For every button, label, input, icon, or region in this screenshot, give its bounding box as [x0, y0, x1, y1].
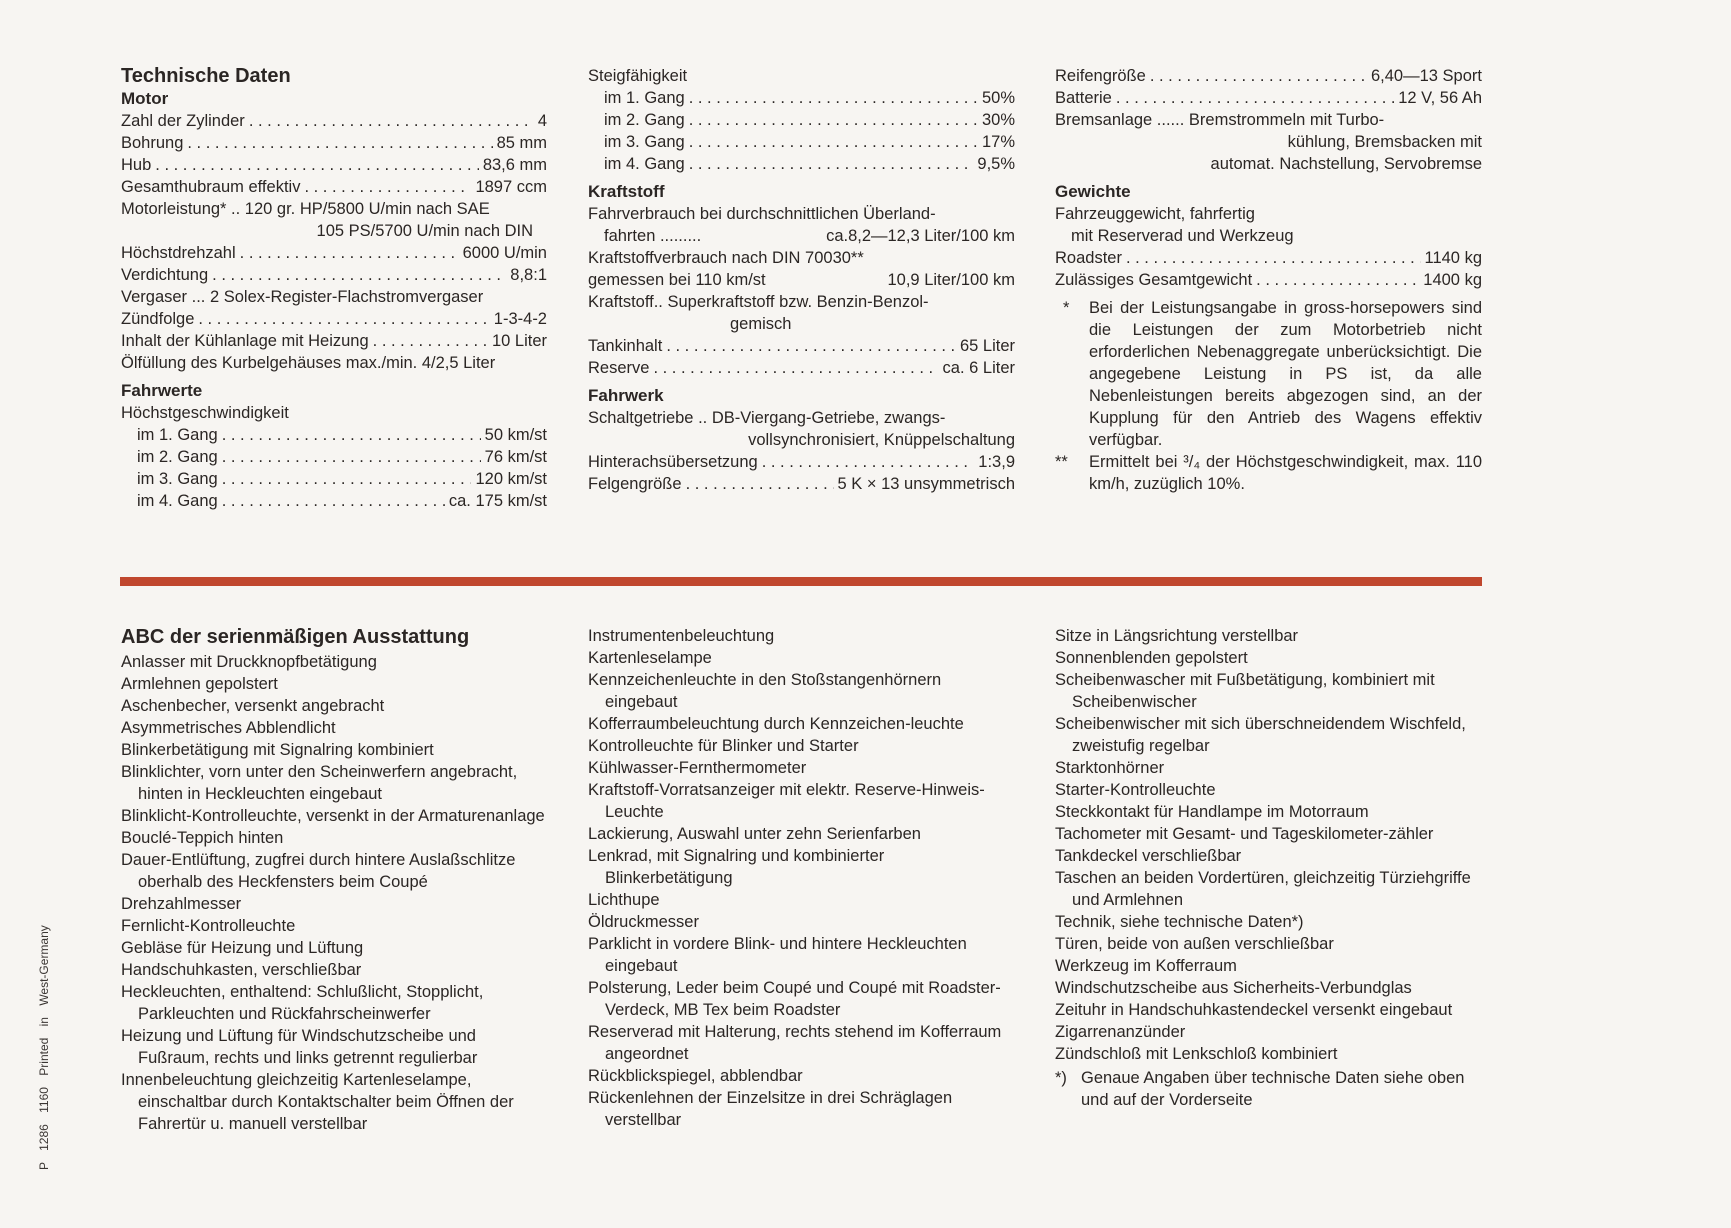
equipment-item: Anlasser mit Druckknopfbetätigung: [121, 653, 377, 671]
gear-speed-list: [121, 424, 547, 512]
motor-spec-value: 4: [537, 112, 547, 130]
leader-dots: [240, 242, 459, 264]
motor-spec-key: Verdichtung: [121, 266, 209, 284]
equipment-item: Aschenbecher, versenkt angebracht: [121, 697, 385, 715]
brems-line-3: automat. Nachstellung, Servobremse: [1210, 155, 1482, 173]
leader-dots: [1126, 247, 1421, 269]
tech-column-2: [588, 65, 1015, 495]
motor-spec-row: [121, 154, 547, 176]
motor-spec-row: [121, 132, 547, 154]
equipment-item: Rückblickspiegel, abblendbar: [588, 1067, 803, 1085]
equipment-item: Kraftstoff-Vorratsanzeiger mit elektr. Reserve-Hinweis-Leuchte: [588, 781, 985, 821]
footnote-1-mark: *: [1063, 299, 1070, 317]
motor-list: [121, 110, 547, 198]
gear-speed-value: 120 km/st: [475, 470, 547, 488]
equipment-item: Sonnenblenden gepolstert: [1055, 649, 1248, 667]
motor-spec-value: 85 mm: [496, 134, 547, 152]
equipment-item: Rückenlehnen der Einzelsitze in drei Schräglagen verstellbar: [588, 1089, 953, 1129]
vergaser-line: Vergaser ... 2 Solex-Register-Flachstromvergaser: [121, 288, 484, 306]
equipment-item: Öldruckmesser: [588, 913, 699, 931]
motor-heading: Motor: [121, 89, 169, 108]
leader-dots: [212, 264, 506, 286]
steig-key: im 1. Gang: [604, 89, 685, 107]
leader-dots: [666, 335, 956, 357]
spec-key: Reifengröße: [1055, 67, 1146, 85]
gear-speed-key: im 1. Gang: [137, 426, 218, 444]
steig-value: 30%: [981, 111, 1015, 129]
motor-spec-key: Inhalt der Kühlanlage mit Heizung: [121, 332, 369, 350]
gemessen-key: gemessen bei 110 km/st: [588, 271, 766, 289]
motor-spec-key: Hub: [121, 156, 152, 174]
leader-dots: [222, 490, 445, 512]
steig-row: [604, 109, 1015, 131]
verbrauch-line-2: [588, 225, 1015, 247]
equipment-item: Starktonhörner: [1055, 759, 1165, 777]
steig-key: im 2. Gang: [604, 111, 685, 129]
spec-key: Batterie: [1055, 89, 1112, 107]
spec-row: [1055, 65, 1482, 87]
leader-dots: [222, 468, 472, 490]
steig-value: 50%: [981, 89, 1015, 107]
tech-column-3: [1055, 65, 1482, 495]
equipment-item: Blinklichter, vorn unter den Scheinwerfern angebracht, hinten in Heckleuchten eingebaut: [121, 763, 518, 803]
steig-row: [604, 131, 1015, 153]
steig-label: Steigfähigkeit: [588, 67, 688, 85]
equipment-item: Tachometer mit Gesamt- und Tageskilometer-zähler: [1055, 825, 1434, 843]
equipment-item: Steckkontakt für Handlampe im Motorraum: [1055, 803, 1369, 821]
equipment-item: Kühlwasser-Fernthermometer: [588, 759, 807, 777]
verbrauch-key: fahrten .........: [604, 227, 702, 245]
spec-value: 12 V, 56 Ah: [1398, 89, 1482, 107]
motor-spec-row: [121, 264, 547, 286]
leader-dots: [373, 330, 488, 352]
equipment-item: Zigarrenanzünder: [1055, 1023, 1186, 1041]
motor-spec-key: Gesamthubraum effektiv: [121, 178, 301, 196]
leader-dots: [689, 109, 978, 131]
motor-spec-value: 1-3-4-2: [493, 310, 547, 328]
tech-title: Technische Daten: [121, 65, 291, 87]
gewicht-key: Zulässiges Gesamtgewicht: [1055, 271, 1253, 289]
leader-dots: [249, 110, 534, 132]
equipment-item: Türen, beide von außen verschließbar: [1055, 935, 1334, 953]
brems-line-2: kühlung, Bremsbacken mit: [1287, 133, 1482, 151]
gear-speed-row: [137, 446, 547, 468]
abc-footnote-mark: *): [1055, 1069, 1067, 1087]
gear-speed-value: 76 km/st: [484, 448, 547, 466]
gewichte-heading: Gewichte: [1055, 182, 1131, 201]
fahrwerk-list: [588, 451, 1015, 495]
equipment-item: Sitze in Längsrichtung verstellbar: [1055, 627, 1299, 645]
equipment-item: Tankdeckel verschließbar: [1055, 847, 1242, 865]
spec-value: 6,40—13 Sport: [1371, 67, 1482, 85]
equipment-item: Kennzeichenleuchte in den Stoßstangenhörnern eingebaut: [588, 671, 942, 711]
leader-dots: [1116, 87, 1394, 109]
kraftstoff-line-1: Kraftstoff.. Superkraftstoff bzw. Benzin-Benzol-: [588, 293, 929, 311]
fahrwerk-value: 5 K × 13 unsymmetrisch: [837, 475, 1015, 493]
gewicht-row: [1055, 247, 1482, 269]
equipment-item: Kofferraumbeleuchtung durch Kennzeichen-leuchte: [588, 715, 964, 733]
fahrwerte-heading: Fahrwerte: [121, 381, 203, 400]
gear-speed-value: 50 km/st: [484, 426, 547, 444]
equipment-item: Starter-Kontrolleuchte: [1055, 781, 1216, 799]
kraftstoff-line-2: gemisch: [730, 315, 792, 333]
equipment-item: Drehzahlmesser: [121, 895, 242, 913]
brems-line-1: Bremsanlage ...... Bremstrommeln mit Turbo-: [1055, 111, 1385, 129]
gewicht-row: [1055, 269, 1482, 291]
leader-dots: [1150, 65, 1367, 87]
gear-speed-row: [137, 424, 547, 446]
leader-dots: [689, 131, 978, 153]
equipment-item: Instrumentenbeleuchtung: [588, 627, 775, 645]
equipment-item: Zeituhr in Handschuhkastendeckel versenkt eingebaut: [1055, 1001, 1453, 1019]
motor-spec-value: 6000 U/min: [462, 244, 547, 262]
abc-list-1: [121, 651, 551, 1135]
motor-spec-value: 10 Liter: [491, 332, 547, 350]
tank-row: [588, 335, 1015, 357]
motor-list-2: [121, 242, 547, 286]
abc-column-1: [121, 625, 551, 1135]
steig-value: 17%: [981, 133, 1015, 151]
fahrwerk-row: [588, 451, 1015, 473]
abc-title: ABC der serienmäßigen Ausstattung: [121, 626, 470, 648]
leader-dots: [155, 154, 479, 176]
spec-row: [1055, 87, 1482, 109]
equipment-item: Armlehnen gepolstert: [121, 675, 278, 693]
gear-speed-key: im 3. Gang: [137, 470, 218, 488]
steig-list: [588, 87, 1015, 175]
equipment-item: Dauer-Entlüftung, zugfrei durch hintere Auslaßschlitze oberhalb des Heckfensters beim Coupé: [121, 851, 516, 891]
equipment-item: Fernlicht-Kontrolleuchte: [121, 917, 296, 935]
equipment-item: Blinklicht-Kontrolleuchte, versenkt in der Armaturenanlage: [121, 807, 545, 825]
equipment-item: Windschutzscheibe aus Sicherheits-Verbundglas: [1055, 979, 1412, 997]
tank-key: Reserve: [588, 359, 650, 377]
equipment-item: Werkzeug im Kofferraum: [1055, 957, 1237, 975]
leader-dots: [686, 473, 834, 495]
steig-key: im 3. Gang: [604, 133, 685, 151]
equipment-item: Kontrolleuchte für Blinker und Starter: [588, 737, 859, 755]
equipment-item: Blinkerbetätigung mit Signalring kombiniert: [121, 741, 434, 759]
fahrwerk-key: Hinterachsübersetzung: [588, 453, 758, 471]
equipment-item: Bouclé-Teppich hinten: [121, 829, 284, 847]
gewicht-line-1: Fahrzeuggewicht, fahrfertig: [1055, 205, 1255, 223]
motor-spec-row: [121, 110, 547, 132]
tank-value: 65 Liter: [959, 337, 1015, 355]
gear-speed-value: ca. 175 km/st: [448, 492, 547, 510]
leader-dots: [222, 424, 481, 446]
gear-speed-row: [137, 468, 547, 490]
leistung-line-2: 105 PS/5700 U/min nach DIN: [316, 222, 533, 240]
motor-spec-row: [121, 308, 547, 330]
steig-row: [604, 87, 1015, 109]
footnote-2-text: Ermittelt bei ³/₄ der Höchstgeschwindigkeit, max. 110 km/h, zuzüglich 10%.: [1089, 453, 1482, 493]
motor-spec-key: Bohrung: [121, 134, 184, 152]
kraftstoff-heading: Kraftstoff: [588, 182, 665, 201]
reifen-batterie-list: [1055, 65, 1482, 109]
oelfuellung-line: Ölfüllung des Kurbelgehäuses max./min. 4/2,5 Liter: [121, 354, 496, 372]
steig-key: im 4. Gang: [604, 155, 685, 173]
gewicht-key: Roadster: [1055, 249, 1122, 267]
leader-dots: [198, 308, 489, 330]
tank-key: Tankinhalt: [588, 337, 663, 355]
equipment-item: Technik, siehe technische Daten*): [1055, 913, 1304, 931]
equipment-item: Scheibenwischer mit sich überschneidendem Wischfeld, zweistufig regelbar: [1055, 715, 1466, 755]
leader-dots: [762, 451, 975, 473]
leader-dots: [304, 176, 471, 198]
equipment-item: Heckleuchten, enthaltend: Schlußlicht, Stopplicht, Parkleuchten und Rückfahrscheinwerfer: [121, 983, 484, 1023]
gewicht-line-2: mit Reserverad und Werkzeug: [1071, 227, 1294, 245]
equipment-item: Lichthupe: [588, 891, 660, 909]
equipment-item: Kartenleselampe: [588, 649, 712, 667]
equipment-item: Zündschloß mit Lenkschloß kombiniert: [1055, 1045, 1338, 1063]
equipment-item: Heizung und Lüftung für Windschutzscheibe und Fußraum, rechts und links getrennt regulierbar: [121, 1027, 478, 1067]
leader-dots: [222, 446, 481, 468]
schalt-line-2: vollsynchronisiert, Knüppelschaltung: [748, 431, 1015, 449]
tank-row: [588, 357, 1015, 379]
motor-spec-row: [121, 242, 547, 264]
equipment-item: Lenkrad, mit Signalring und kombinierter Blinkerbetätigung: [588, 847, 885, 887]
leader-dots: [653, 357, 938, 379]
leader-dots: [187, 132, 492, 154]
motor-spec-row: [121, 176, 547, 198]
footnote-1: [1055, 297, 1482, 451]
gear-speed-row: [137, 490, 547, 512]
gemessen-value: 10,9 Liter/100 km: [887, 271, 1015, 289]
abc-column-2: [588, 625, 1016, 1131]
tech-column-1: [121, 64, 547, 512]
steig-value: 9,5%: [977, 155, 1015, 173]
motor-list-3: [121, 308, 547, 352]
equipment-item: Innenbeleuchtung gleichzeitig Kartenleselampe, einschaltbar durch Kontaktschalter beim Öffnen der Fahrertür u. manuell verstellbar: [121, 1071, 514, 1133]
abc-footnote: [1055, 1067, 1483, 1111]
equipment-item: Gebläse für Heizung und Lüftung: [121, 939, 364, 957]
hoechst-label: Höchstgeschwindigkeit: [121, 404, 289, 422]
gear-speed-key: im 2. Gang: [137, 448, 218, 466]
tank-list: [588, 335, 1015, 379]
leader-dots: [689, 153, 974, 175]
fahrwerk-row: [588, 473, 1015, 495]
footnote-1-text: Bei der Leistungsangabe in gross-horsepowers sind die Leistungen der zum Motorbetrieb nicht erforderlichen Nebenaggregate unberücksichtigt. Die angegebene Leistung in PS ist, da alle Nebenleistungen bereits abgezogen sind, an der Kupplung für den Antrieb des Wagens effektiv verfügbar.: [1089, 299, 1482, 449]
leistung-line-1: Motorleistung* .. 120 gr. HP/5800 U/min nach SAE: [121, 200, 490, 218]
motor-spec-key: Zündfolge: [121, 310, 195, 328]
motor-spec-key: Zahl der Zylinder: [121, 112, 245, 130]
abc-list-2: [588, 625, 1016, 1131]
abc-footnote-text: Genaue Angaben über technische Daten siehe oben und auf der Vorderseite: [1081, 1069, 1465, 1109]
equipment-item: Scheibenwascher mit Fußbetätigung, kombiniert mit Scheibenwischer: [1055, 671, 1435, 711]
equipment-item: Handschuhkasten, verschließbar: [121, 961, 362, 979]
steig-row: [604, 153, 1015, 175]
motor-spec-value: 1897 ccm: [475, 178, 547, 196]
gewicht-list: [1055, 247, 1482, 291]
motor-spec-value: 8,8:1: [510, 266, 547, 284]
footnote-2: [1055, 451, 1482, 495]
red-divider: [120, 577, 1482, 586]
equipment-item: Parklicht in vordere Blink- und hintere Heckleuchten eingebaut: [588, 935, 967, 975]
fahrwerk-value: 1:3,9: [978, 453, 1015, 471]
fahrwerk-key: Felgengröße: [588, 475, 682, 493]
fahrwerk-heading: Fahrwerk: [588, 386, 664, 405]
schalt-line-1: Schaltgetriebe .. DB-Viergang-Getriebe, zwangs-: [588, 409, 946, 427]
motor-spec-row: [121, 330, 547, 352]
gemessen-line: [588, 269, 1015, 291]
motor-spec-value: 83,6 mm: [482, 156, 547, 174]
gear-speed-key: im 4. Gang: [137, 492, 218, 510]
abc-column-3: [1055, 625, 1483, 1111]
motor-spec-key: Höchstdrehzahl: [121, 244, 236, 262]
verbrauch-line-1: Fahrverbrauch bei durchschnittlichen Überland-: [588, 205, 936, 223]
gewicht-value: 1140 kg: [1424, 249, 1482, 267]
equipment-item: Lackierung, Auswahl unter zehn Serienfarben: [588, 825, 921, 843]
tank-value: ca. 6 Liter: [942, 359, 1015, 377]
equipment-item: Taschen an beiden Vordertüren, gleichzeitig Türziehgriffe und Armlehnen: [1055, 869, 1471, 909]
footnote-2-mark: **: [1055, 453, 1068, 471]
leader-dots: [689, 87, 978, 109]
equipment-item: Asymmetrisches Abblendlicht: [121, 719, 336, 737]
equipment-item: Polsterung, Leder beim Coupé und Coupé mit Roadster-Verdeck, MB Tex beim Roadster: [588, 979, 1001, 1019]
leader-dots: [1256, 269, 1419, 291]
gewicht-value: 1400 kg: [1423, 271, 1482, 289]
din-line: Kraftstoffverbrauch nach DIN 70030**: [588, 249, 864, 267]
equipment-item: Reserverad mit Halterung, rechts stehend im Kofferraum angeordnet: [588, 1023, 1002, 1063]
imprint-vertical: P 1286 1160 Printed in West-Germany: [37, 925, 51, 1170]
verbrauch-value: ca.8,2—12,3 Liter/100 km: [826, 227, 1015, 245]
abc-list-3: [1055, 625, 1483, 1065]
